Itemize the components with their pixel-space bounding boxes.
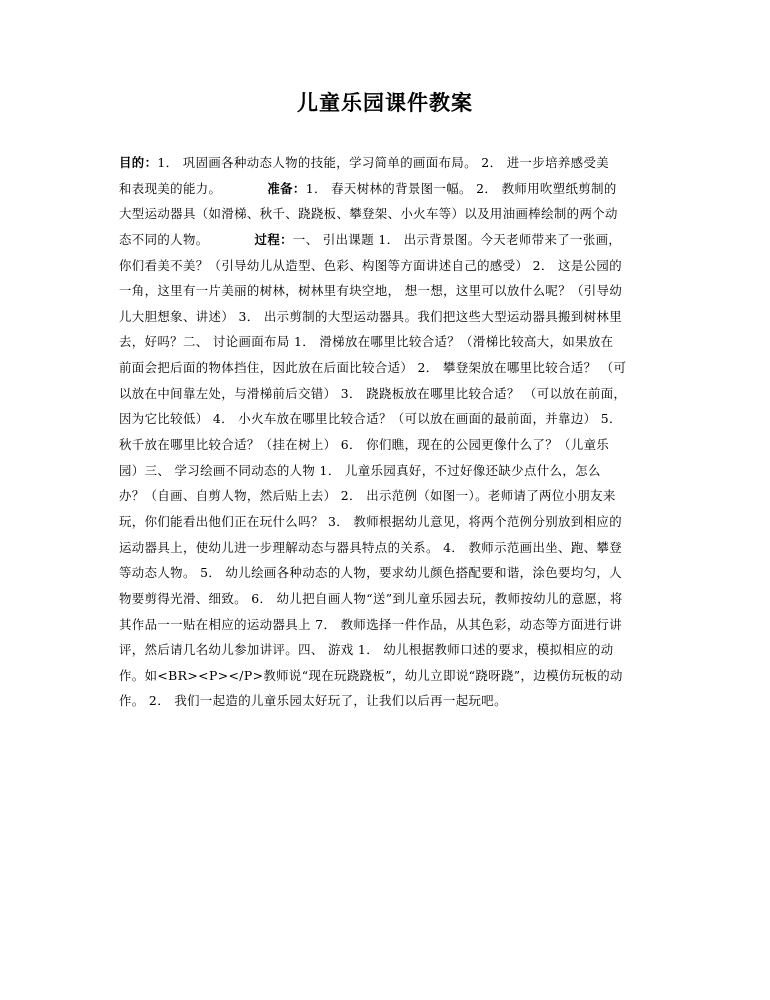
body-line: 作。如<BR><P></P>教师说“现在玩跷跷板”，幼儿立即说“跷呀跷”，边模仿玩板的动	[119, 667, 623, 683]
body-text: 大型运动器具（如滑梯、秋千、跷跷板、攀登架、小火车等）以及用油画棒绘制的两个动	[119, 206, 618, 222]
body-line: 物要剪得光滑、细致。 6． 幼儿把自画人物“送”到儿童乐园去玩，教师按幼儿的意愿，将	[119, 590, 623, 606]
body-line: 玩，你们能看出他们正在玩什么吗？ 3． 教师根据幼儿意见，将两个范例分别放到相应的	[119, 513, 623, 529]
body-line: 前面会把后面的物体挡住，因此放在后面比较合适） 2． 攀登架放在哪里比较合适？ （可	[119, 360, 627, 376]
body-line: 园）三、 学习绘画不同动态的人物 1． 儿童乐园真好，不过好像还缺少点什么，怎么	[119, 462, 601, 478]
body-line: 作。 2． 我们一起造的儿童乐园太好玩了，让我们以后再一起玩吧。	[119, 693, 507, 709]
body-line: 你们看美不美？（引导幼儿从造型、色彩、构图等方面讲述自己的感受） 2． 这是公园的	[119, 257, 623, 273]
process-label: 过程：	[254, 231, 293, 247]
body-line	[119, 176, 659, 202]
body-text: 和表现美的能力。	[119, 180, 222, 196]
body-text: 1． 巩固画各种动态人物的技能，学习简单的画面布局。 2． 进一步培养感受美	[157, 155, 610, 170]
body-line: 秋千放在哪里比较合适？（挂在树上） 6． 你们瞧，现在的公园更像什么了？（儿童乐	[119, 437, 610, 453]
body-line: 评，然后请几名幼儿参加讲评。四、 游戏 1． 幼儿根据教师口述的要求，模拟相应的动	[119, 642, 614, 658]
document-body	[119, 150, 659, 740]
body-line: 儿大胆想象、讲述） 3． 出示剪制的大型运动器具。我们把这些大型运动器具搬到树林里	[119, 308, 623, 324]
body-text: 一、 引出课题 1． 出示背景图。今天老师带来了一张画，	[292, 231, 622, 247]
body-line	[119, 227, 659, 253]
body-line: 办？（自画、自剪人物，然后贴上去） 2． 出示范例（如图一）。老师请了两位小朋友来	[119, 488, 616, 504]
body-line: 其作品一一贴在相应的运动器具上 7． 教师选择一件作品，从其色彩，动态等方面进行讲	[119, 616, 623, 632]
purpose-label: 目的：	[119, 155, 158, 170]
body-line: 等动态人物。 5． 幼儿绘画各种动态的人物，要求幼儿颜色搭配要和谐，涂色要均匀，人	[119, 565, 623, 581]
body-line: 因为它比较低） 4． 小火车放在哪里比较合适？（可以放在画面的最前面，并靠边） 5．	[119, 411, 622, 427]
document-title: 儿童乐园课件教案	[297, 90, 473, 115]
body-text: 1． 春天树林的背景图一幅。 2． 教师用吹塑纸剪制的	[305, 180, 617, 196]
body-text: 态不同的人物。	[119, 231, 209, 247]
body-line: 以放在中间靠左处，与滑梯前后交错） 3． 跷跷板放在哪里比较合适？ （可以放在前面，	[119, 385, 627, 401]
body-line: 一角，这里有一片美丽的树林，树林里有块空地， 想一想，这里可以放什么呢？（引导幼	[119, 283, 623, 299]
body-line	[119, 150, 659, 176]
body-line: 运动器具上，使幼儿进一步理解动态与器具特点的关系。 4． 教师示范画出坐、跑、攀登	[119, 539, 623, 555]
body-line	[119, 714, 659, 740]
body-line: 去，好吗？二、 讨论画面布局 1． 滑梯放在哪里比较合适？（滑梯比较高大，如果放在	[119, 334, 614, 350]
prep-label: 准备：	[267, 180, 306, 196]
body-line	[119, 201, 659, 227]
